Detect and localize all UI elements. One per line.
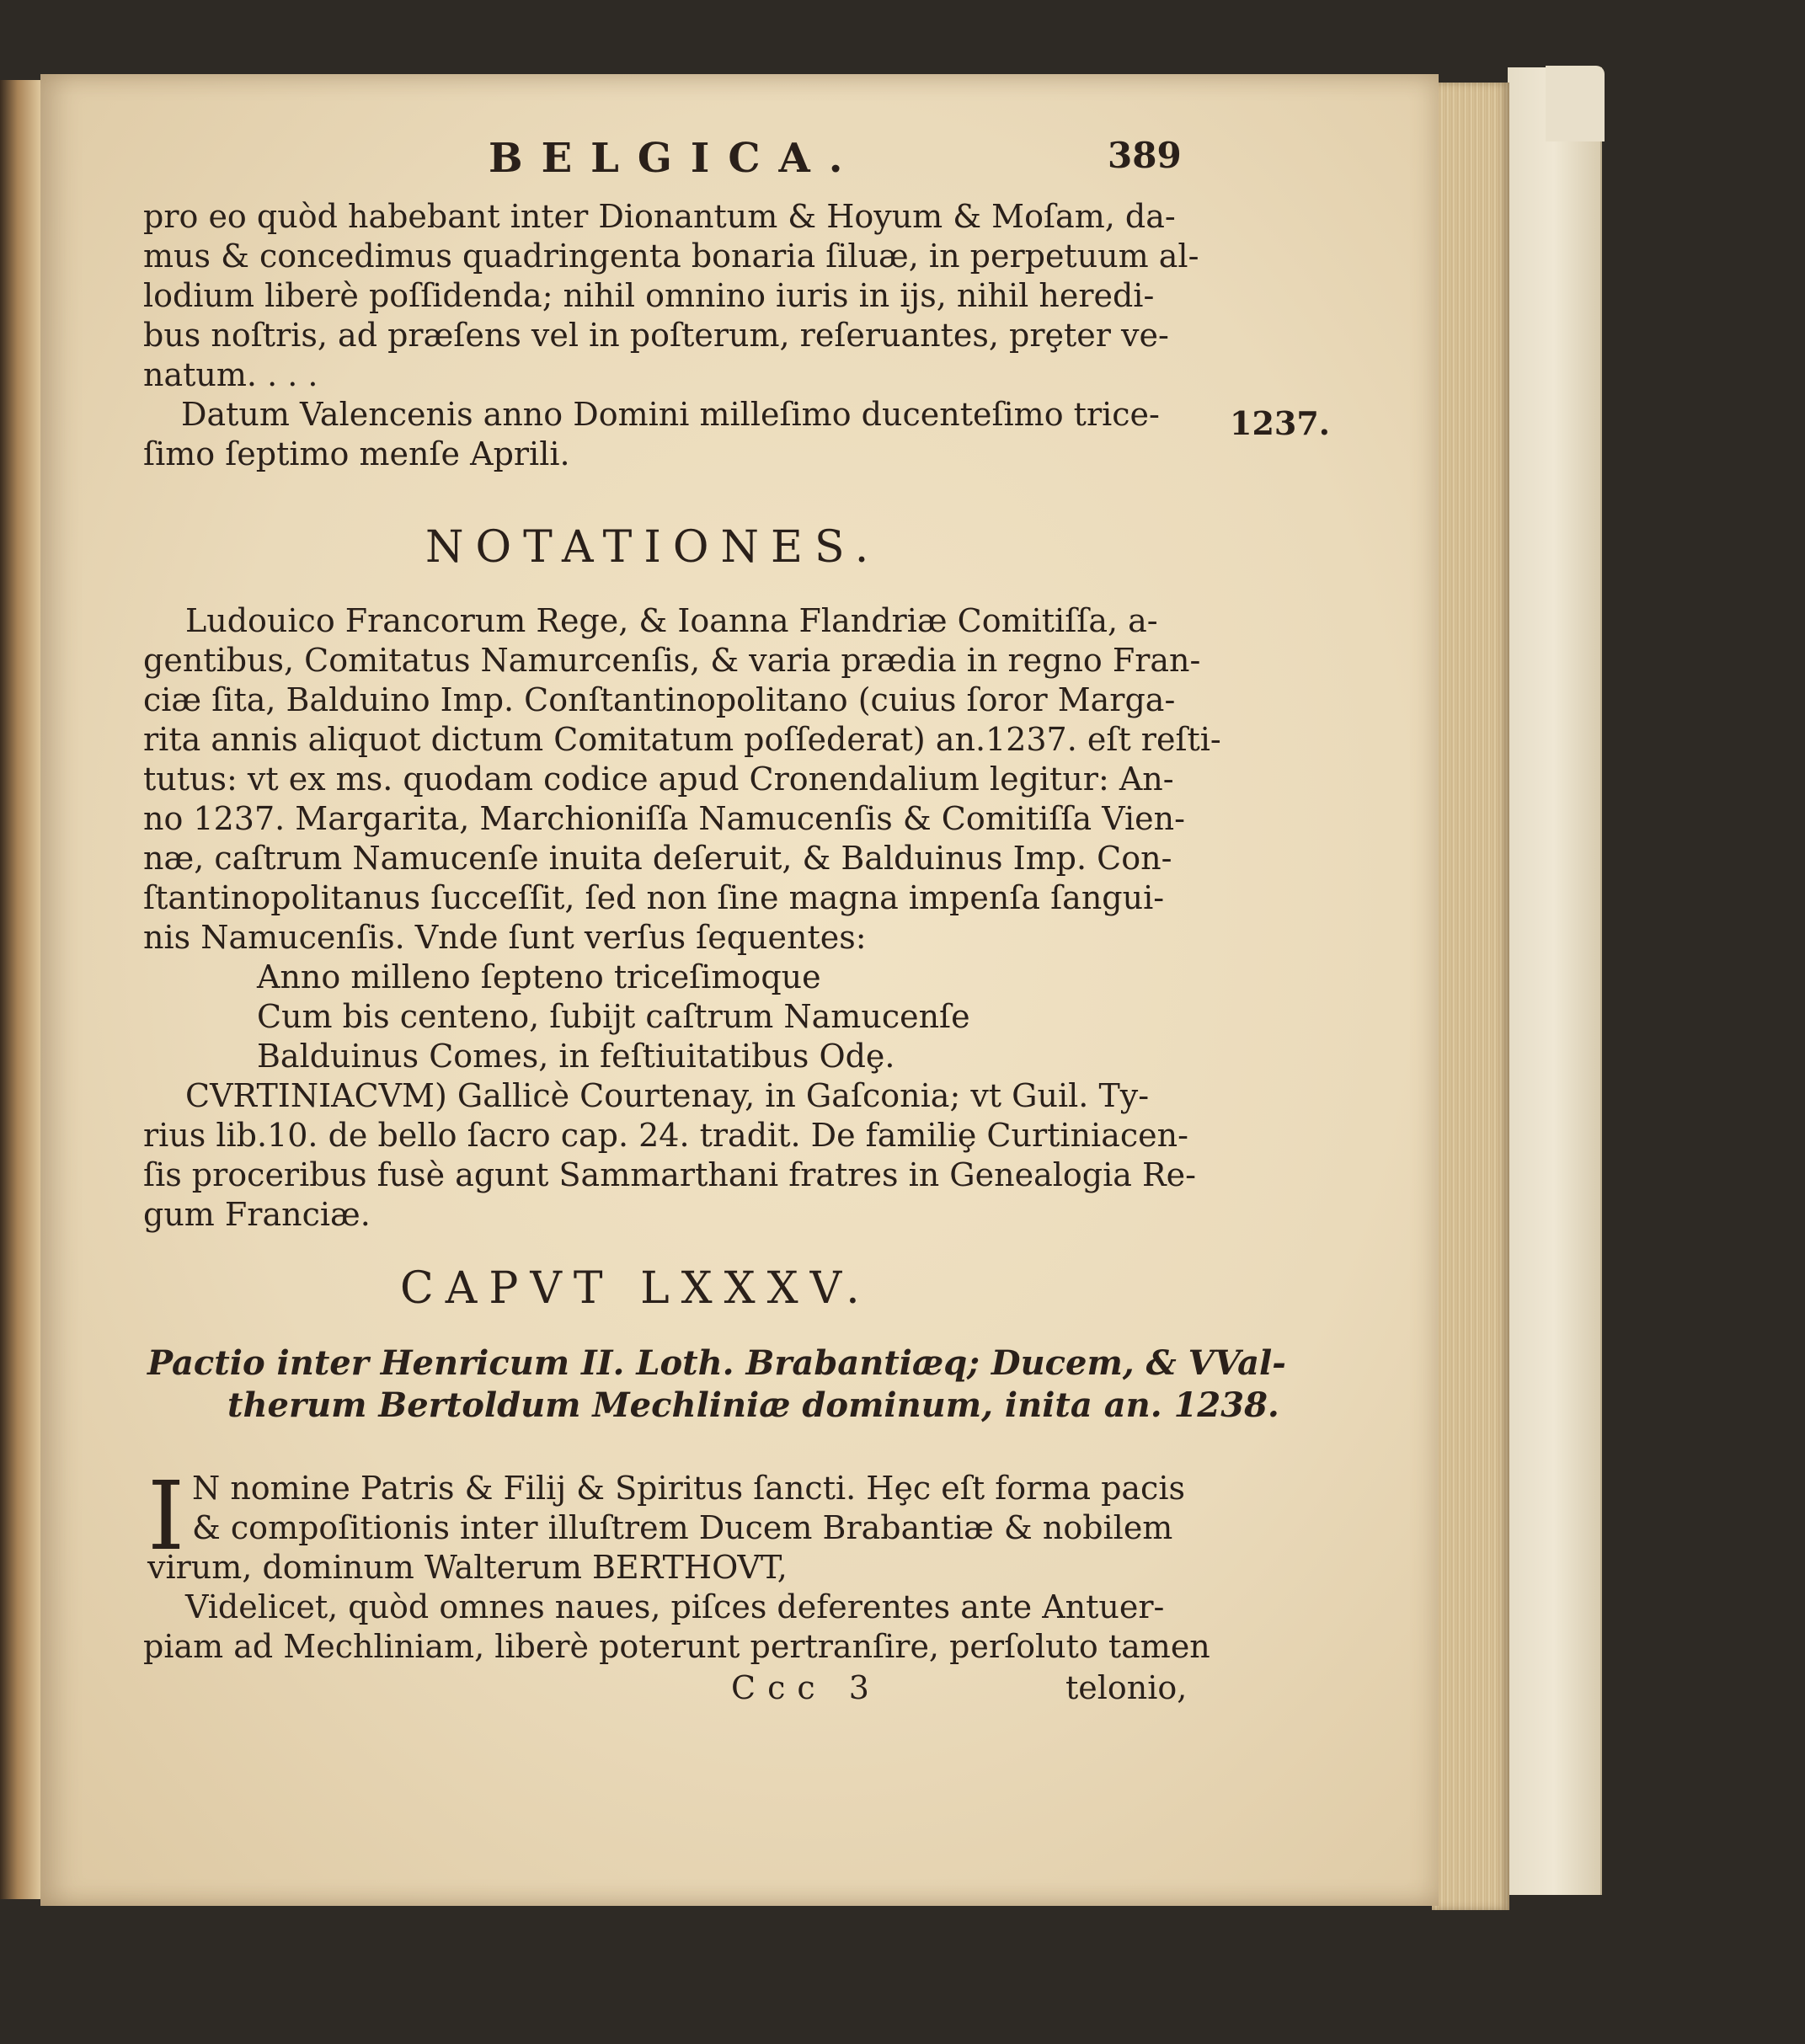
notationes-line: Ludouico Francorum Rege, & Ioanna Flandriæ Comitiſſa, a- <box>185 602 1158 639</box>
notationes-line: tutus: vt ex ms. quodam codice apud Cronendalium legitur: An- <box>143 760 1174 798</box>
notationes-heading: NOTATIONES. <box>425 522 881 573</box>
body-line: virum, dominum Walterum BERTHOVT, <box>147 1549 788 1586</box>
notationes-line: nis Namucenſis. Vnde ſunt verſus ſequentes: <box>143 919 867 956</box>
verse-line: Anno milleno ſepteno triceſimoque <box>257 958 821 995</box>
notationes-line: no 1237. Margarita, Marchioniſſa Namucenſis & Comitiſſa Vien- <box>143 800 1185 837</box>
running-title: BELGICA. <box>489 135 862 182</box>
chapter-title-line: Pactio inter Henricum II. Loth. Brabantiæq; Ducem, & VVal- <box>147 1343 1286 1383</box>
drop-cap: I <box>147 1462 185 1572</box>
catchword: telonio, <box>1065 1669 1188 1706</box>
margin-note: 1237. <box>1230 404 1330 442</box>
chapter-title-line: therum Bertoldum Mechliniæ dominum, inita an. 1238. <box>227 1385 1279 1425</box>
page-fore-edge <box>1432 83 1509 1910</box>
left-page-edge <box>0 80 44 1899</box>
curtiniacum-line: gum Franciæ. <box>143 1196 371 1233</box>
verse-line: Cum bis centeno, ſubijt caſtrum Namucenſe <box>257 998 970 1035</box>
notationes-line: gentibus, Comitatus Namurcenſis, & varia prædia in regno Fran- <box>143 642 1201 679</box>
body-line: N nomine Patris & Filij & Spiritus ſancti. Hȩc eſt forma pacis <box>192 1470 1185 1507</box>
charter-line: lodium liberè poſſidenda; nihil omnino iuris in ijs, nihil heredi- <box>143 277 1155 314</box>
chapter-heading: CAPVT LXXXV. <box>400 1263 872 1314</box>
notationes-line: næ, caſtrum Namucenſe inuita deſeruit, & Balduinus Imp. Con- <box>143 840 1172 877</box>
charter-line: mus & concedimus quadringenta bonaria ſiluæ, in perpetuum al- <box>143 237 1199 275</box>
curtiniacum-line: CVRTINIACVM) Gallicè Courtenay, in Gaſconia; vt Guil. Ty- <box>185 1077 1150 1114</box>
notationes-line: rita annis aliquot dictum Comitatum poſſederat) an.1237. eſt reſti- <box>143 721 1221 758</box>
notationes-line: ſtantinopolitanus ſucceſſit, ſed non ſine magna impenſa ſangui- <box>143 879 1165 916</box>
body-line: Videlicet, quòd omnes naues, piſces deferentes ante Antuer- <box>185 1588 1165 1625</box>
notationes-line: ciæ ſita, Balduino Imp. Conſtantinopolitano (cuius ſoror Marga- <box>143 681 1176 718</box>
cover-fold <box>1546 66 1605 141</box>
charter-line: natum. . . . <box>143 356 318 393</box>
body-line: & compoſitionis inter illuſtrem Ducem Brabantiæ & nobilem <box>192 1509 1173 1546</box>
curtiniacum-line: ſis proceribus fusè agunt Sammarthani fratres in Genealogia Re- <box>143 1156 1196 1193</box>
charter-line: bus noſtris, ad præſens vel in poſterum, reſeruantes, prȩter ve- <box>143 317 1169 354</box>
charter-line: pro eo quòd habebant inter Dionantum & Hoyum & Moſam, da- <box>143 198 1176 235</box>
curtiniacum-line: rius lib.10. de bello ſacro cap. 24. tradit. De familiȩ Curtiniacen- <box>143 1117 1188 1154</box>
charter-line: Datum Valencenis anno Domini milleſimo ducenteſimo trice- <box>181 396 1160 433</box>
body-line: piam ad Mechliniam, liberè poterunt pertranſire, perſoluto tamen <box>143 1628 1210 1665</box>
signature-mark: Ccc 3 <box>731 1669 881 1706</box>
verse-line: Balduinus Comes, in feſtiuitatibus Odȩ. <box>257 1038 895 1075</box>
page-number: 389 <box>1108 135 1182 176</box>
vellum-cover <box>1508 67 1602 1895</box>
charter-line: ſimo ſeptimo menſe Aprili. <box>143 435 570 472</box>
